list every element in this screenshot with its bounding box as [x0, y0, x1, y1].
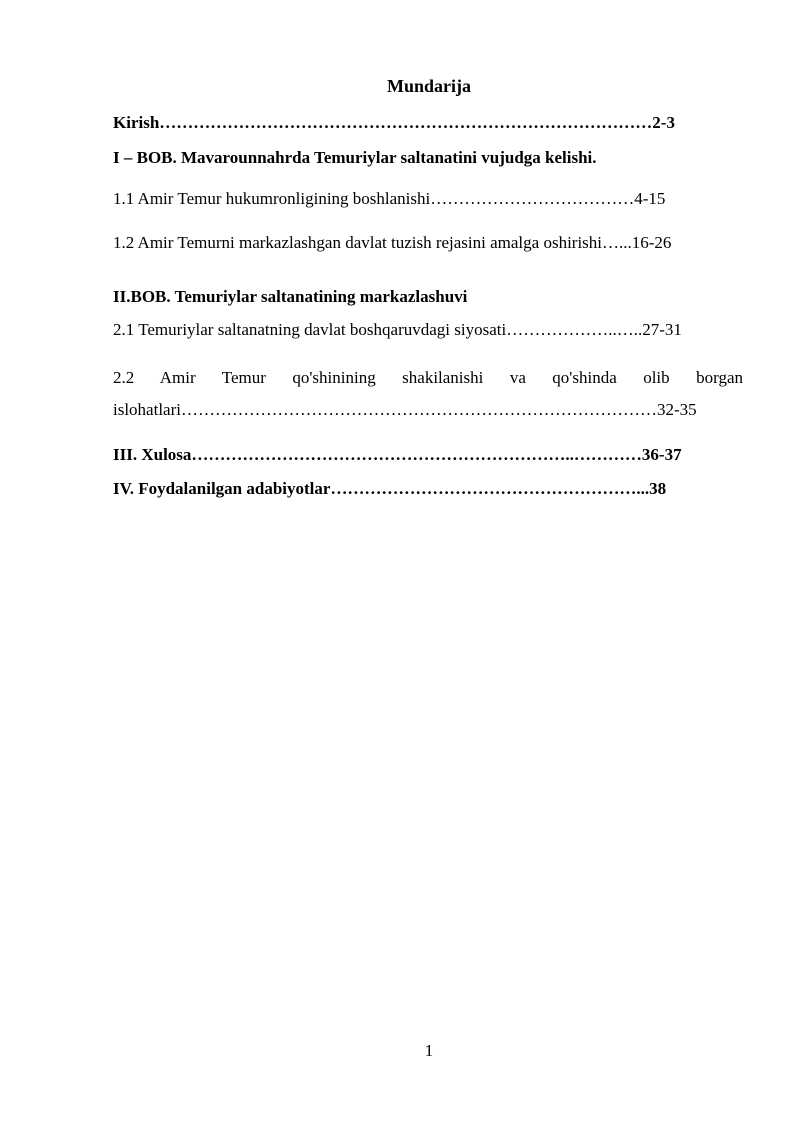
toc-title: Mundarija	[386, 76, 471, 96]
toc-entry-xulosa: III. Xulosa…………………………………………………………..…………36-37	[113, 445, 682, 464]
toc-entry-adabiyotlar: IV. Foydalanilgan adabiyotlar………………………………………………...38	[113, 479, 667, 498]
toc-entry-kirish: Kirish……………………………………………………………………………2-3	[113, 113, 675, 132]
page-number: 1	[424, 1041, 434, 1060]
toc-entry-1-2: 1.2 Amir Temurni markazlashgan davlat tuzish rejasini amalga oshirishi…...16-26	[113, 233, 672, 252]
toc-entry-2-2-continued: islohatlari…………………………………………………………………………32-35	[113, 400, 697, 419]
toc-entry-chapter-2: II.BOB. Temuriylar saltanatining markazlashuvi	[113, 287, 468, 306]
toc-entry-2-1: 2.1 Temuriylar saltanatning davlat boshqaruvdagi siyosati………………..…..27-31	[113, 320, 682, 339]
toc-entry-chapter-1: I – BOB. Mavarounnahrda Temuriylar saltanatini vujudga kelishi.	[113, 148, 597, 167]
toc-entry-1-1: 1.1 Amir Temur hukumronligining boshlanishi………………………………4-15	[113, 189, 666, 208]
toc-entry-2-2: 2.2 Amir Temur qo'shinining shakilanishi va qo'shinda olib borgan	[113, 368, 743, 387]
